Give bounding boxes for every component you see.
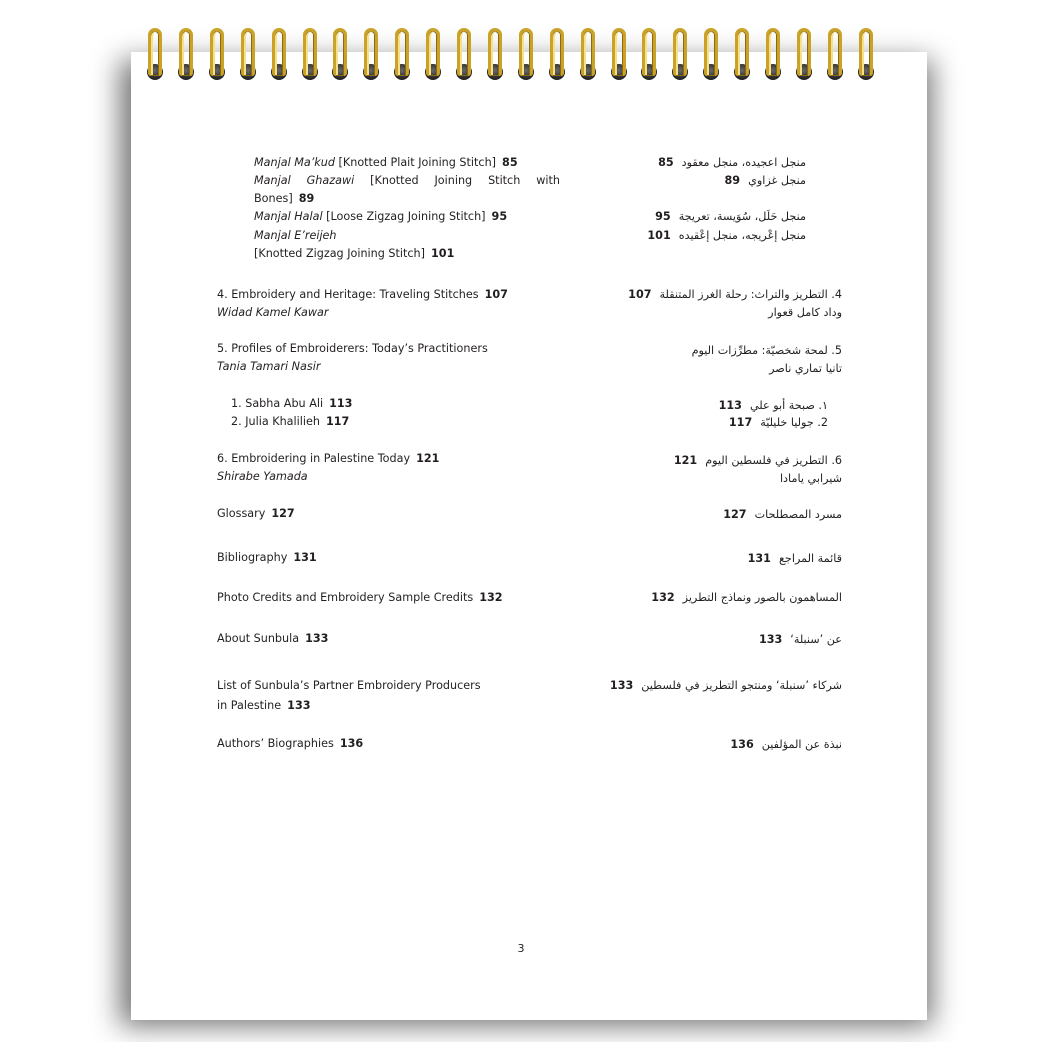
toc-entry-authors[interactable] (217, 735, 527, 753)
toc-entry-chapter-5[interactable] (217, 340, 527, 376)
binding-ring (457, 28, 471, 82)
toc-entry-ar-chapter-4[interactable] (592, 286, 842, 322)
binding-ring (272, 28, 286, 82)
entry-title: About Sunbula (217, 632, 300, 645)
ring-wire (457, 28, 471, 76)
page-number: 131 (293, 551, 317, 564)
page-number: 131 (747, 552, 771, 565)
page-number-footer: 3 (517, 942, 525, 955)
toc-entry-ar-chapter-6[interactable] (592, 452, 842, 488)
page-number: 95 (655, 210, 671, 223)
ring-wire (210, 28, 224, 76)
entry-title: 6. Embroidering in Palestine Today (217, 452, 411, 465)
entry-title: منجل إعْريجه، منجل إعْقيده (678, 229, 806, 242)
binding-ring (642, 28, 656, 82)
entry-title: ١. صبحة أبو علي (749, 399, 828, 412)
page-number: 117 (728, 416, 753, 429)
entry-name: Manjal E’reijeh (254, 229, 337, 242)
ring-wire (488, 28, 502, 76)
entry-title: قائمة المراجع (778, 552, 842, 565)
page-number: 127 (723, 508, 747, 521)
entry-title: المساهمون بالصور ونماذج التطريز (682, 591, 842, 604)
binding-ring (395, 28, 409, 82)
page-number: 132 (651, 591, 675, 604)
ring-wire (550, 28, 564, 76)
entry-title-line2: in Palestine (217, 699, 282, 712)
entry-name: Manjal Halal (254, 210, 323, 223)
entry-author: وداد كامل قعوار (768, 306, 842, 319)
entry-title: شركاء ’سنبلة‘ ومنتجو التطريز في فلسطين (641, 679, 842, 692)
toc-entry-manjal-ghazawi[interactable] (254, 172, 560, 208)
entry-title: 2. Julia Khalilieh (231, 415, 320, 428)
toc-entry-chapter-4[interactable] (217, 286, 527, 322)
entry-title: منجل غزاوي (748, 174, 806, 187)
entry-title: 1. Sabha Abu Ali (231, 397, 324, 410)
binding-ring (859, 28, 873, 82)
ring-wire (426, 28, 440, 76)
entry-title: منجل حَلَل، سُوَيسة، تعريجة (678, 210, 806, 223)
page-number: 89 (298, 192, 315, 205)
entry-desc: [Loose Zigzag Joining Stitch] (322, 210, 486, 223)
ring-wire (303, 28, 317, 76)
toc-entry-manjal-halal[interactable] (254, 208, 544, 226)
toc-entry-ar-4[interactable] (556, 227, 806, 245)
binding-ring (426, 28, 440, 82)
entry-author: تانيا تماري ناصر (769, 362, 842, 375)
page-number: 95 (491, 210, 508, 223)
binding-ring (364, 28, 378, 82)
entry-title: 4. التطريز والتراث: رحلة الغرز المتنقلة (659, 288, 842, 301)
binding-ring (766, 28, 780, 82)
entry-name: Manjal Ghazawi (254, 174, 355, 187)
toc-entry-ar-chapter-5-1[interactable] (578, 397, 828, 415)
page-number: 117 (325, 415, 350, 428)
ring-wire (364, 28, 378, 76)
binding-ring (673, 28, 687, 82)
toc-entry-bibliography[interactable] (217, 549, 527, 567)
ring-wire (581, 28, 595, 76)
ring-wire (673, 28, 687, 76)
page-number: 85 (658, 156, 674, 169)
ring-wire (642, 28, 656, 76)
ring-wire (519, 28, 533, 76)
entry-title: Bibliography (217, 551, 288, 564)
binding-ring (797, 28, 811, 82)
binding-ring (241, 28, 255, 82)
toc-entry-ar-bibliography[interactable] (592, 550, 842, 568)
toc-entry-ar-about-sunbula[interactable] (592, 631, 842, 649)
ring-wire (735, 28, 749, 76)
toc-entry-ar-photo-credits[interactable] (592, 589, 842, 607)
entry-title: نبذة عن المؤلفين (761, 738, 842, 751)
binding-ring (735, 28, 749, 82)
entry-author: شيرابي يامادا (779, 472, 842, 485)
binding-ring (148, 28, 162, 82)
toc-entry-chapter-6[interactable] (217, 450, 527, 486)
toc-entry-manjal-ereijeh[interactable] (254, 227, 544, 263)
toc-entry-ar-3[interactable] (556, 208, 806, 226)
page-number: 121 (673, 454, 698, 467)
page-number: 101 (647, 229, 671, 242)
page-number: 136 (730, 738, 754, 751)
page-number: 133 (287, 699, 311, 712)
page-number: 133 (758, 633, 783, 646)
binding-ring (704, 28, 718, 82)
page-number: 113 (718, 399, 742, 412)
page-number: 107 (484, 288, 508, 301)
toc-entry-ar-1[interactable] (556, 154, 806, 172)
entry-name: Manjal Ma’kud (254, 156, 335, 169)
page-number: 101 (431, 247, 455, 260)
ring-wire (272, 28, 286, 76)
toc-entry-ar-partners[interactable] (582, 677, 842, 695)
binding-ring (179, 28, 193, 82)
entry-desc: [Knotted Plait Joining Stitch] (334, 156, 497, 169)
ring-wire (612, 28, 626, 76)
entry-title-line1: List of Sunbula’s Partner Embroidery Producers (217, 679, 481, 692)
page-number: 133 (609, 679, 634, 692)
ring-wire (859, 28, 873, 76)
entry-desc: [Knotted Zigzag Joining Stitch] (254, 247, 425, 260)
binding-ring (303, 28, 317, 82)
ring-wire (828, 28, 842, 76)
binding-ring (828, 28, 842, 82)
binding-ring (488, 28, 502, 82)
page-number: 136 (339, 737, 364, 750)
entry-title: 5. لمحة شخصيّة: مطرِّزات اليوم (691, 344, 842, 357)
binding-ring (519, 28, 533, 82)
entry-title: مسرد المصطلحات (754, 508, 842, 521)
page-number: 121 (416, 452, 440, 465)
binding-ring (612, 28, 626, 82)
entry-title: 6. التطريز في فلسطين اليوم (705, 454, 842, 467)
toc-entry-chapter-5-2[interactable] (231, 413, 541, 431)
binding-ring (333, 28, 347, 82)
entry-title: Photo Credits and Embroidery Sample Credits (217, 591, 474, 604)
ring-wire (766, 28, 780, 76)
entry-title: 4. Embroidery and Heritage: Traveling Stitches (217, 288, 479, 301)
page-number: 113 (329, 397, 353, 410)
ring-wire (333, 28, 347, 76)
binding-ring (550, 28, 564, 82)
ring-wire (704, 28, 718, 76)
toc-entry-ar-chapter-5-2[interactable] (578, 414, 828, 432)
entry-title: Glossary (217, 507, 266, 520)
ring-wire (241, 28, 255, 76)
entry-title: 2. جوليا خليليّة (760, 416, 828, 429)
toc-entry-ar-chapter-5[interactable] (592, 342, 842, 378)
ring-wire (395, 28, 409, 76)
binding-ring (210, 28, 224, 82)
entry-author: Shirabe Yamada (217, 470, 308, 483)
ring-wire (179, 28, 193, 76)
toc-entry-ar-2[interactable] (556, 172, 806, 190)
entry-title: 5. Profiles of Embroiderers: Today’s Practitioners (217, 342, 488, 355)
toc-entry-photo-credits[interactable] (217, 589, 527, 607)
page-number: 89 (724, 174, 741, 187)
entry-desc: [Knotted Joining Stitch with Bones] (254, 174, 560, 205)
entry-author: Widad Kamel Kawar (217, 306, 329, 319)
entry-title: منجل اعجيده، منجل معقود (681, 156, 806, 169)
toc-entry-chapter-5-1[interactable] (231, 395, 541, 413)
toc-entry-partners[interactable] (217, 676, 527, 716)
page-number: 133 (305, 632, 329, 645)
page-number: 132 (479, 591, 503, 604)
toc-entry-ar-glossary[interactable] (592, 506, 842, 524)
toc-entry-about-sunbula[interactable] (217, 630, 527, 648)
entry-author: Tania Tamari Nasir (217, 360, 321, 373)
page-number: 107 (628, 288, 652, 301)
binding-ring (581, 28, 595, 82)
toc-entry-glossary[interactable] (217, 505, 527, 523)
ring-wire (148, 28, 162, 76)
spiral-binding (148, 28, 908, 88)
toc-entry-manjal-makud[interactable] (254, 154, 527, 172)
toc-entry-ar-authors[interactable] (592, 736, 842, 754)
ring-wire (797, 28, 811, 76)
entry-title: عن ’سنبلة‘ (790, 633, 842, 646)
page-number: 85 (502, 156, 518, 169)
entry-title: Authors’ Biographies (217, 737, 334, 750)
page-number: 127 (271, 507, 295, 520)
